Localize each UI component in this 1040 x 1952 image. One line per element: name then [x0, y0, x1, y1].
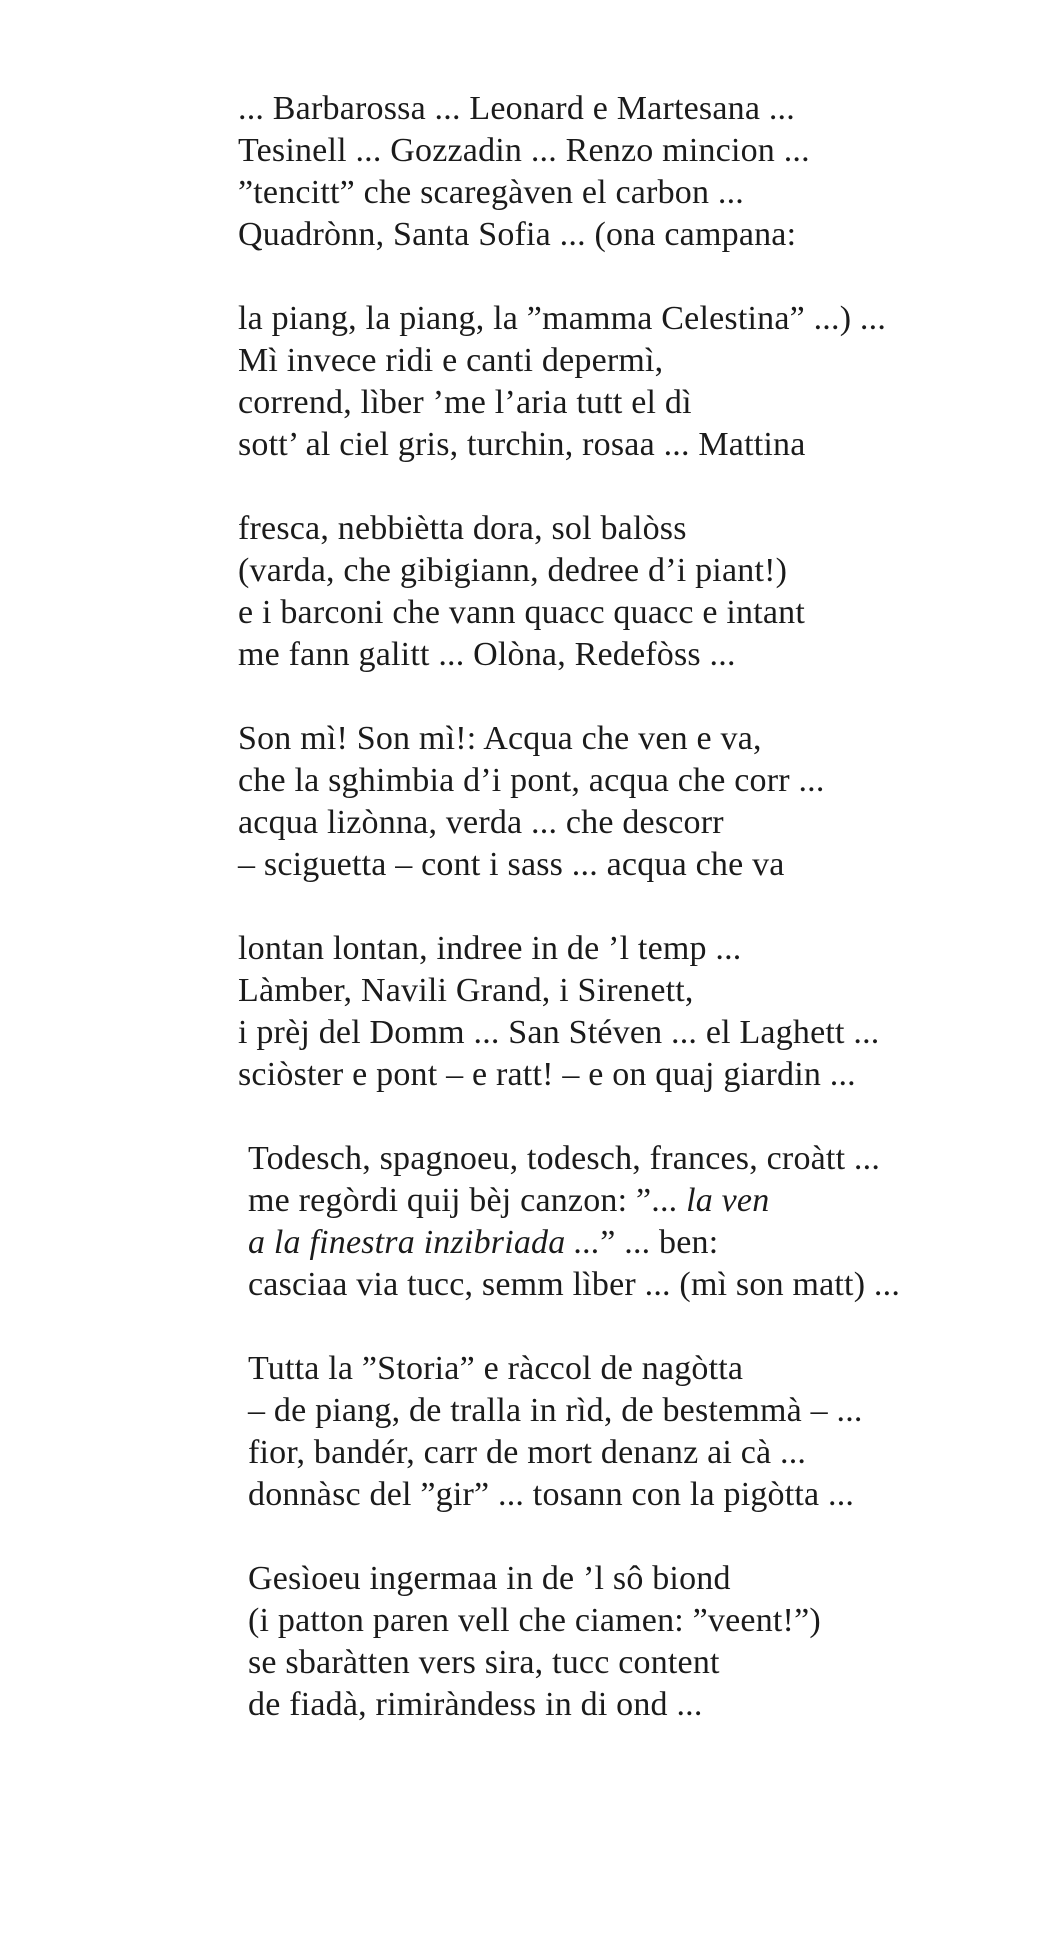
poem-line: se sbaràtten vers sira, tucc content — [248, 1644, 720, 1681]
poem-line: i prèj del Domm ... San Stéven ... el Laghett ... — [238, 1014, 880, 1051]
poem-line: Quadrònn, Santa Sofia ... (ona campana: — [238, 216, 797, 253]
italic-quote: a la finestra inzibriada ... — [248, 1224, 601, 1261]
poem-line-segment: ” ... ben: — [600, 1224, 719, 1261]
poem-line — [248, 1180, 1038, 1222]
stanza-2 — [238, 298, 1038, 466]
poem-line: corrend, lìber ’me l’aria tutt el dì — [238, 384, 692, 421]
poem-line: ”tencitt” che scaregàven el carbon ... — [238, 174, 744, 211]
poem-line: me fann galitt ... Olòna, Redefòss ... — [238, 636, 736, 673]
poem-line: Tesinell ... Gozzadin ... Renzo mincion ... — [238, 132, 810, 169]
poem-line: Mì invece ridi e canti depermì, — [238, 342, 664, 379]
poem-line: (varda, che gibigiann, dedree d’i piant!) — [238, 552, 788, 589]
poem-line: casciaa via tucc, semm lìber ... (mì son matt) ... — [248, 1266, 901, 1303]
poem-line: Todesch, spagnoeu, todesch, frances, croàtt ... — [248, 1140, 881, 1177]
stanza-6 — [248, 1138, 1038, 1306]
poem-line: Làmber, Navili Grand, i Sirenett, — [238, 972, 694, 1009]
poem-line: la piang, la piang, la ”mamma Celestina” ...) ... — [238, 300, 887, 337]
stanza-7 — [248, 1348, 1038, 1516]
poem-line: sciòster e pont – e ratt! – e on quaj giardin ... — [238, 1056, 856, 1093]
poem-line-segment: me regòrdi quij bèj canzon: ”... — [248, 1182, 687, 1219]
poem-line: fior, bandér, carr de mort denanz ai cà ... — [248, 1434, 807, 1471]
poem-line: – de piang, de tralla in rìd, de bestemmà – ... — [248, 1392, 863, 1429]
poem-line: de fiadà, rimiràndess in di ond ... — [248, 1686, 703, 1723]
poem-line — [248, 1222, 1038, 1264]
poem-line: acqua lizònna, verda ... che descorr — [238, 804, 724, 841]
poem-line: ... Barbarossa ... Leonard e Martesana ... — [238, 90, 795, 127]
poem-line: che la sghimbia d’i pont, acqua che corr ... — [238, 762, 825, 799]
poem-line: fresca, nebbiètta dora, sol balòss — [238, 510, 687, 547]
poem-line: donnàsc del ”gir” ... tosann con la pigòtta ... — [248, 1476, 855, 1513]
poem-line: lontan lontan, indree in de ’l temp ... — [238, 930, 742, 967]
poem-line: Tutta la ”Storia” e ràccol de nagòtta — [248, 1350, 744, 1387]
poem-line: e i barconi che vann quacc quacc e intant — [238, 594, 806, 631]
stanza-5 — [238, 928, 1038, 1096]
stanza-8 — [248, 1558, 1038, 1726]
italic-quote: la ven — [686, 1182, 770, 1219]
poem-line: sott’ al ciel gris, turchin, rosaa ... Mattina — [238, 426, 806, 463]
poem — [238, 88, 1038, 1768]
poem-line: (i patton paren vell che ciamen: ”veent!”) — [248, 1602, 821, 1639]
stanza-4 — [238, 718, 1038, 886]
poem-line: Gesìoeu ingermaa in de ’l sô biond — [248, 1560, 731, 1597]
poem-line: Son mì! Son mì!: Acqua che ven e va, — [238, 720, 762, 757]
stanza-1 — [238, 88, 1038, 256]
poem-line: – sciguetta – cont i sass ... acqua che va — [238, 846, 785, 883]
stanza-3 — [238, 508, 1038, 676]
